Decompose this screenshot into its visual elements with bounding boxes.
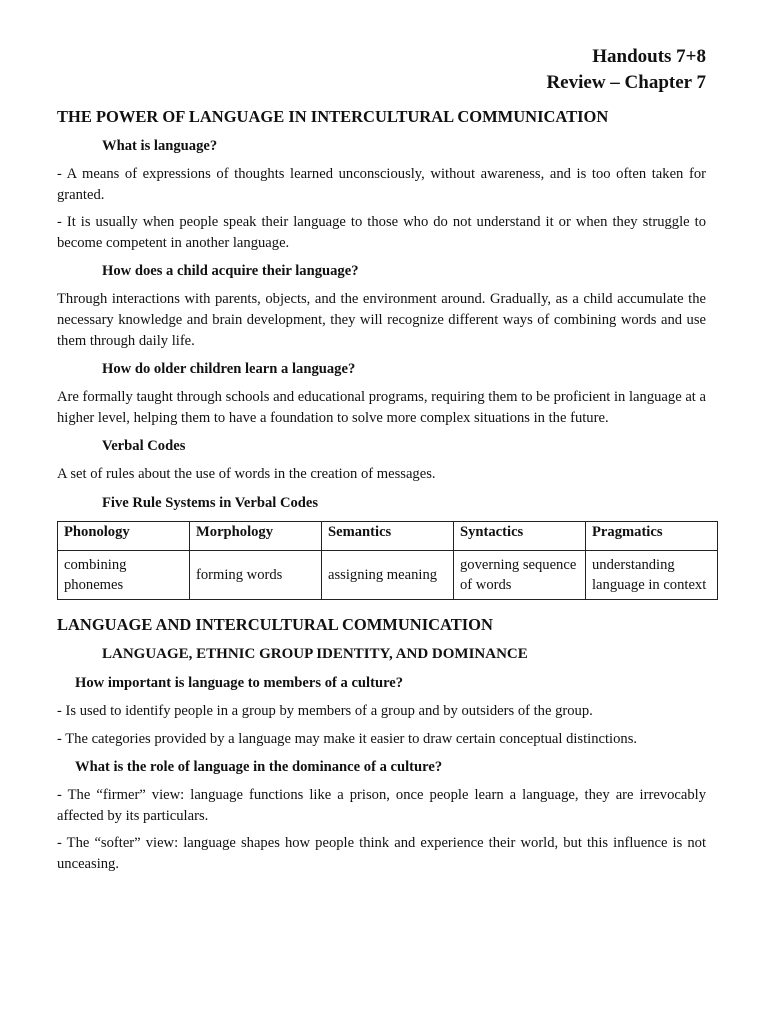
table-row: [58, 550, 718, 599]
table-header-cell: Pragmatics: [586, 521, 718, 550]
table-header-row: [58, 521, 718, 550]
subsection-title-ethnic-identity: LANGUAGE, ETHNIC GROUP IDENTITY, AND DOMINANCE: [102, 645, 528, 662]
paragraph-definition: - A means of expressions of thoughts learned unconsciously, without awareness, and is too often taken for granted.: [57, 166, 706, 203]
section-title-power-of-language: THE POWER OF LANGUAGE IN INTERCULTURAL COMMUNICATION: [57, 107, 609, 126]
paragraph-verbal-codes: A set of rules about the use of words in the creation of messages.: [57, 466, 436, 483]
paragraph-softer-view: - The “softer” view: language shapes how people think and experience their world, but this influence is not unceasing.: [57, 835, 706, 872]
paragraph-identify-people: - Is used to identify people in a group by members of a group and by outsiders of the group.: [57, 702, 593, 719]
chapter-review-title: Review – Chapter 7: [546, 72, 706, 93]
question-what-is-language: What is language?: [102, 138, 218, 154]
paragraph-older-children: Are formally taught through schools and educational programs, requiring them to be proficient in language at a higher level, helping them to have a foundation to solve more complex situations in the future.: [57, 389, 706, 426]
table-header-cell: Morphology: [190, 521, 322, 550]
heading-verbal-codes: Verbal Codes: [102, 438, 186, 455]
table-cell: forming words: [190, 550, 322, 599]
table-cell: assigning meaning: [322, 550, 454, 599]
section-title-language-intercultural: LANGUAGE AND INTERCULTURAL COMMUNICATION: [57, 614, 493, 634]
table-header-cell: Phonology: [58, 521, 190, 550]
question-older-children: How do older children learn a language?: [102, 361, 356, 378]
table-cell: combining phonemes: [58, 550, 190, 599]
table-cell: understanding language in context: [586, 550, 718, 599]
table-header-cell: Syntactics: [454, 521, 586, 550]
heading-five-rule-systems: Five Rule Systems in Verbal Codes: [102, 494, 319, 511]
document-page: [57, 44, 706, 875]
table-cell: governing sequence of words: [454, 550, 586, 599]
rule-systems-table: [57, 521, 718, 600]
paragraph-child-acquire: Through interactions with parents, objects, and the environment around. Gradually, as a child accumulate the necessary knowledge and brain development, they will recognize different ways of combining words and use them through daily life.: [57, 291, 706, 349]
paragraph-firmer-view: - The “firmer” view: language functions like a prison, once people learn a language, they are irrevocably affected by its particulars.: [57, 787, 706, 824]
paragraph-awareness: - It is usually when people speak their language to those who do not understand it or when they struggle to become competent in another language.: [57, 214, 706, 251]
table-header-cell: Semantics: [322, 521, 454, 550]
paragraph-categories: - The categories provided by a language may make it easier to draw certain conceptual distinctions.: [57, 730, 638, 747]
question-child-acquire: How does a child acquire their language?: [102, 263, 359, 280]
question-importance-of-language: How important is language to members of a culture?: [75, 674, 404, 691]
question-role-of-language: What is the role of language in the dominance of a culture?: [75, 759, 443, 776]
handout-number: Handouts 7+8: [592, 46, 706, 67]
